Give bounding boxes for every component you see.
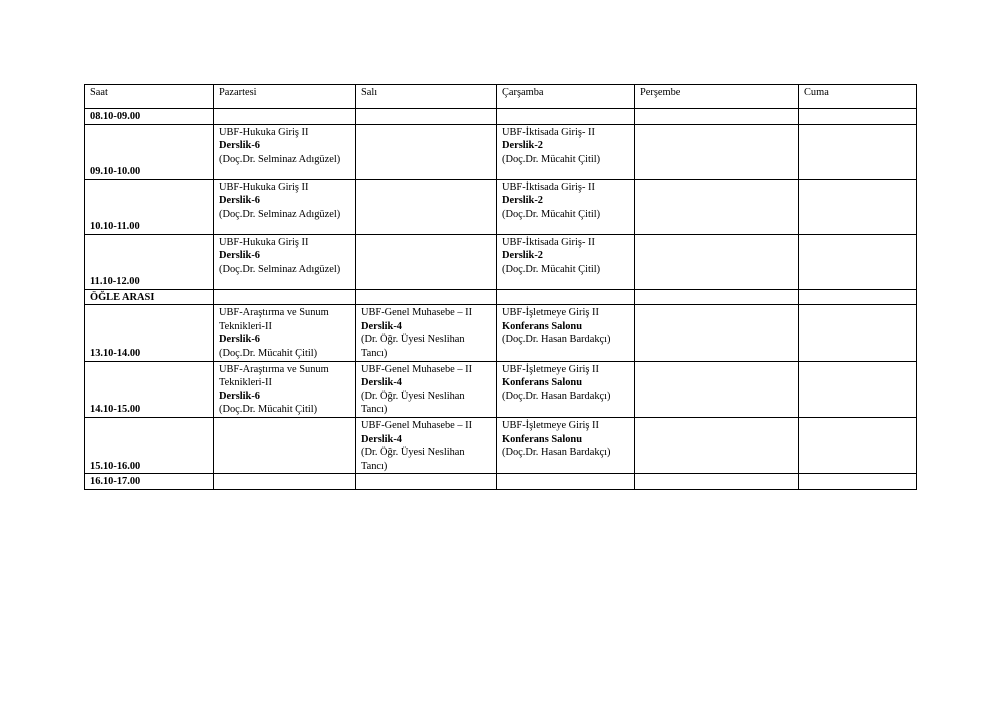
header-saat: Saat xyxy=(85,85,214,109)
schedule-cell xyxy=(497,361,635,417)
schedule-cell xyxy=(497,234,635,289)
course-name: UBF-Hukuka Giriş II xyxy=(219,181,309,193)
schedule-cell xyxy=(497,417,635,473)
schedule-cell xyxy=(635,109,799,125)
instructor-name: (Doç.Dr. Hasan Bardakçı) xyxy=(502,390,611,402)
course-name: UBF-Hukuka Giriş II xyxy=(219,236,309,248)
schedule-cell xyxy=(497,474,635,490)
time-slot-cell: ÖĞLE ARASI xyxy=(85,289,214,305)
schedule-cell xyxy=(356,234,497,289)
instructor-name: (Doç.Dr. Hasan Bardakçı) xyxy=(502,447,611,459)
classroom: Derslik-2 xyxy=(502,195,543,207)
schedule-cell xyxy=(214,474,356,490)
time-slot-cell: 11.10-12.00 xyxy=(85,234,214,289)
header-day-friday: Cuma xyxy=(799,85,917,109)
schedule-cell xyxy=(635,234,799,289)
table-row xyxy=(85,234,917,289)
schedule-cell xyxy=(799,305,917,361)
course-name: UBF-Genel Muhasebe – II xyxy=(361,307,473,319)
schedule-cell xyxy=(497,109,635,125)
instructor-name: (Doç.Dr. Selminaz Adıgüzel) xyxy=(219,208,341,220)
schedule-cell xyxy=(214,417,356,473)
schedule-cell xyxy=(799,474,917,490)
classroom: Derslik-4 xyxy=(361,320,402,332)
schedule-cell xyxy=(497,305,635,361)
schedule-cell xyxy=(635,124,799,179)
instructor-name: (Doç.Dr. Hasan Bardakçı) xyxy=(502,334,611,346)
schedule-body xyxy=(85,109,917,490)
course-name: UBF-İktisada Giriş- II xyxy=(502,236,595,248)
instructor-name: (Doç.Dr. Selminaz Adıgüzel) xyxy=(219,153,341,165)
schedule-cell xyxy=(214,305,356,361)
instructor-name: (Doç.Dr. Selminaz Adıgüzel) xyxy=(219,263,341,275)
schedule-cell xyxy=(799,361,917,417)
schedule-cell xyxy=(799,289,917,305)
classroom: Derslik-6 xyxy=(219,140,260,152)
time-slot-cell: 16.10-17.00 xyxy=(85,474,214,490)
classroom: Derslik-4 xyxy=(361,377,402,389)
schedule-cell xyxy=(214,289,356,305)
course-name: UBF-Genel Muhasebe – II xyxy=(361,363,473,375)
classroom: Derslik-6 xyxy=(219,195,260,207)
schedule-cell xyxy=(799,124,917,179)
classroom: Derslik-2 xyxy=(502,250,543,262)
schedule-cell xyxy=(356,289,497,305)
course-name: UBF-İşletmeye Giriş II xyxy=(502,363,599,375)
time-slot-cell: 09.10-10.00 xyxy=(85,124,214,179)
instructor-name: (Dr. Öğr. Üyesi Neslihan Tancı) xyxy=(361,447,465,472)
schedule-cell xyxy=(635,305,799,361)
table-row xyxy=(85,361,917,417)
schedule-cell xyxy=(356,124,497,179)
schedule-cell xyxy=(214,109,356,125)
time-slot-cell: 15.10-16.00 xyxy=(85,417,214,473)
table-row xyxy=(85,417,917,473)
course-name: UBF-Genel Muhasebe – II xyxy=(361,419,473,431)
schedule-cell xyxy=(635,289,799,305)
schedule-cell xyxy=(635,417,799,473)
schedule-cell xyxy=(214,234,356,289)
instructor-name: (Doç.Dr. Mücahit Çitil) xyxy=(502,263,601,275)
schedule-cell xyxy=(214,124,356,179)
time-slot-cell: 13.10-14.00 xyxy=(85,305,214,361)
header-day-monday: Pazartesi xyxy=(214,85,356,109)
header-row xyxy=(85,85,917,109)
course-name: UBF-Araştırma ve Sunum Teknikleri-II xyxy=(219,363,329,389)
table-row xyxy=(85,109,917,125)
table-row xyxy=(85,305,917,361)
table-row xyxy=(85,474,917,490)
schedule-cell xyxy=(356,474,497,490)
schedule-cell xyxy=(635,361,799,417)
instructor-name: (Doç.Dr. Mücahit Çitil) xyxy=(219,404,318,416)
schedule-cell xyxy=(214,361,356,417)
weekly-schedule-table xyxy=(84,84,917,490)
instructor-name: (Dr. Öğr. Üyesi Neslihan Tancı) xyxy=(361,390,465,416)
instructor-name: (Doç.Dr. Mücahit Çitil) xyxy=(219,347,318,359)
schedule-cell xyxy=(799,179,917,234)
schedule-cell xyxy=(497,289,635,305)
instructor-name: (Doç.Dr. Mücahit Çitil) xyxy=(502,153,601,165)
classroom: Derslik-2 xyxy=(502,140,543,152)
classroom: Derslik-6 xyxy=(219,250,260,262)
time-slot-cell: 10.10-11.00 xyxy=(85,179,214,234)
time-slot-cell: 08.10-09.00 xyxy=(85,109,214,125)
instructor-name: (Doç.Dr. Mücahit Çitil) xyxy=(502,208,601,220)
schedule-cell xyxy=(799,234,917,289)
course-name: UBF-Hukuka Giriş II xyxy=(219,126,309,138)
classroom: Derslik-6 xyxy=(219,334,260,346)
classroom: Konferans Salonu xyxy=(502,377,582,389)
table-row xyxy=(85,179,917,234)
schedule-cell xyxy=(356,417,497,473)
time-slot-cell: 14.10-15.00 xyxy=(85,361,214,417)
schedule-cell xyxy=(497,124,635,179)
schedule-cell xyxy=(356,109,497,125)
course-name: UBF-İktisada Giriş- II xyxy=(502,181,595,193)
schedule-cell xyxy=(356,305,497,361)
schedule-cell xyxy=(497,179,635,234)
course-name: UBF-İşletmeye Giriş II xyxy=(502,307,599,319)
table-row xyxy=(85,124,917,179)
table-row xyxy=(85,289,917,305)
schedule-cell xyxy=(214,179,356,234)
classroom: Konferans Salonu xyxy=(502,433,582,445)
instructor-name: (Dr. Öğr. Üyesi Neslihan Tancı) xyxy=(361,334,465,359)
schedule-cell xyxy=(356,179,497,234)
classroom: Derslik-6 xyxy=(219,390,260,402)
schedule-cell xyxy=(635,179,799,234)
schedule-cell xyxy=(356,361,497,417)
course-name: UBF-İktisada Giriş- II xyxy=(502,126,595,138)
schedule-cell xyxy=(635,474,799,490)
schedule-cell xyxy=(799,109,917,125)
classroom: Derslik-4 xyxy=(361,433,402,445)
header-day-thursday: Perşembe xyxy=(635,85,799,109)
course-name: UBF-Araştırma ve Sunum Teknikleri-II xyxy=(219,307,329,332)
header-day-wednesday: Çarşamba xyxy=(497,85,635,109)
course-name: UBF-İşletmeye Giriş II xyxy=(502,419,599,431)
classroom: Konferans Salonu xyxy=(502,320,582,332)
schedule-cell xyxy=(799,417,917,473)
header-day-tuesday: Salı xyxy=(356,85,497,109)
